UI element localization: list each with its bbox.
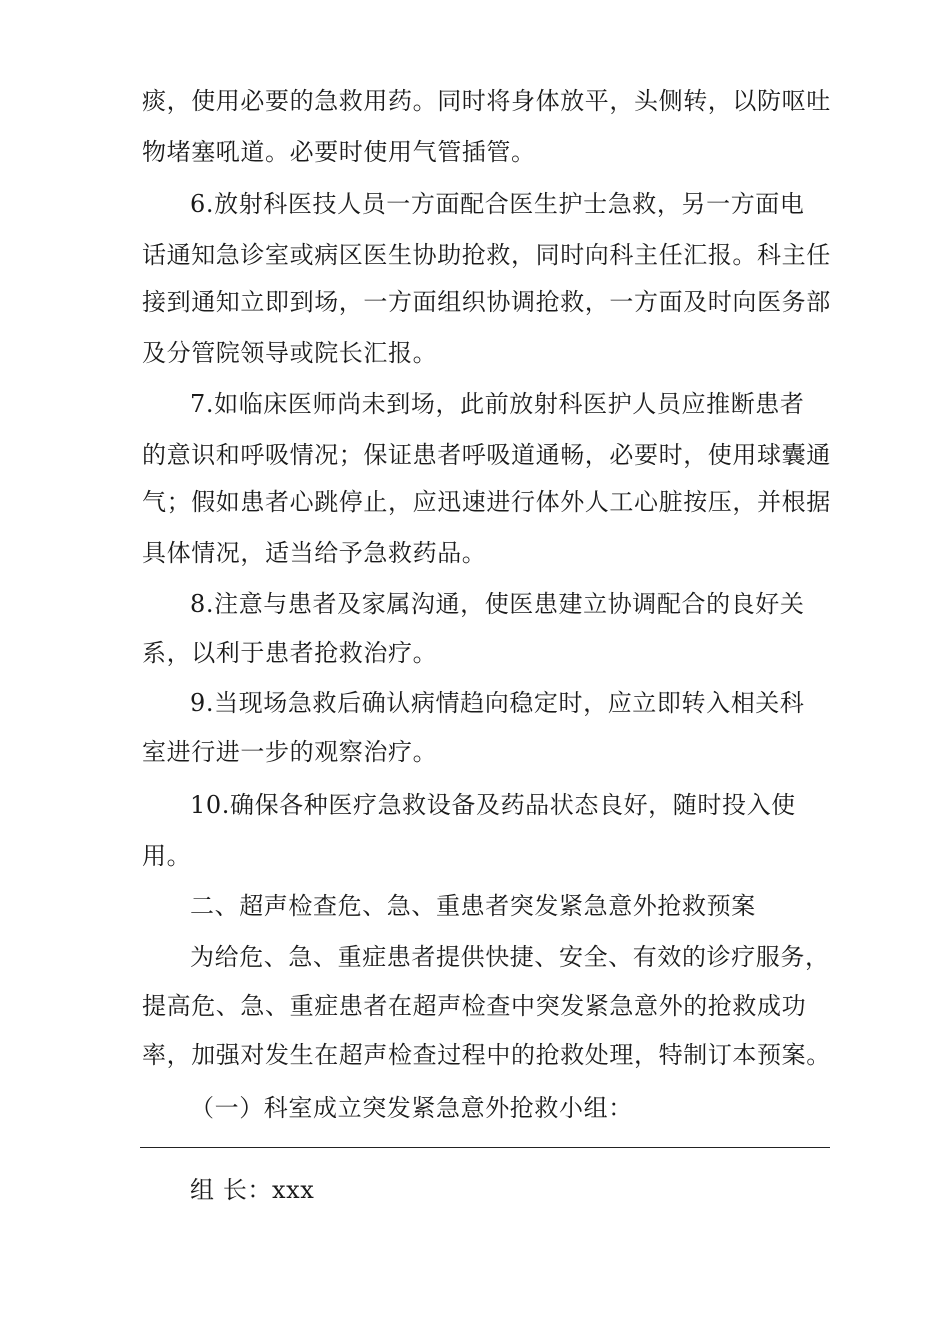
paragraph-line: 为给危、急、重症患者提供快捷、安全、有效的诊疗服务， [190,943,830,971]
paragraph-line: 提高危、急、重症患者在超声检查中突发紧急意外的抢救成功 [142,992,807,1020]
paragraph-line: 物堵塞吼道。必要时使用气管插管。 [142,138,536,166]
group-leader-value: xxx [272,1176,315,1204]
page-divider [140,1147,830,1148]
paragraph-line: 及分管院领导或院长汇报。 [142,339,438,367]
paragraph-line: 系，以利于患者抢救治疗。 [142,639,438,667]
paragraph-line: 8.注意与患者及家属沟通，使医患建立协调配合的良好关 [190,590,805,618]
paragraph-line: 6.放射科医技人员一方面配合医生护士急救，另一方面电 [190,190,805,218]
paragraph-line: 室进行进一步的观察治疗。 [142,738,438,766]
paragraph-line: 接到通知立即到场，一方面组织协调抢救，一方面及时向医务部 [142,288,831,316]
paragraph-line: 痰，使用必要的急救用药。同时将身体放平，头侧转，以防呕吐 [142,87,831,115]
paragraph-line: 9.当现场急救后确认病情趋向稳定时，应立即转入相关科 [190,689,805,717]
paragraph-line: 7.如临床医师尚未到场，此前放射科医护人员应推断患者 [190,390,805,418]
paragraph-line: 用。 [142,842,192,870]
paragraph-line: 具体情况，适当给予急救药品。 [142,539,487,567]
paragraph-line: 率，加强对发生在超声检查过程中的抢救处理，特制订本预案。 [142,1041,831,1069]
paragraph-line: 的意识和呼吸情况；保证患者呼吸道通畅，必要时，使用球囊通 [142,441,831,469]
subsection-heading: （一）科室成立突发紧急意外抢救小组： [190,1094,633,1122]
paragraph-line: 话通知急诊室或病区医生协助抢救，同时向科主任汇报。科主任 [142,241,831,269]
group-leader-line [190,1175,832,1205]
group-leader-label: 组 长： [190,1176,273,1204]
paragraph-line: 气；假如患者心跳停止，应迅速进行体外人工心脏按压，并根据 [142,488,831,516]
section-heading: 二、超声检查危、急、重患者突发紧急意外抢救预案 [190,892,756,920]
paragraph-line: 10.确保各种医疗急救设备及药品状态良好，随时投入使 [190,791,796,819]
